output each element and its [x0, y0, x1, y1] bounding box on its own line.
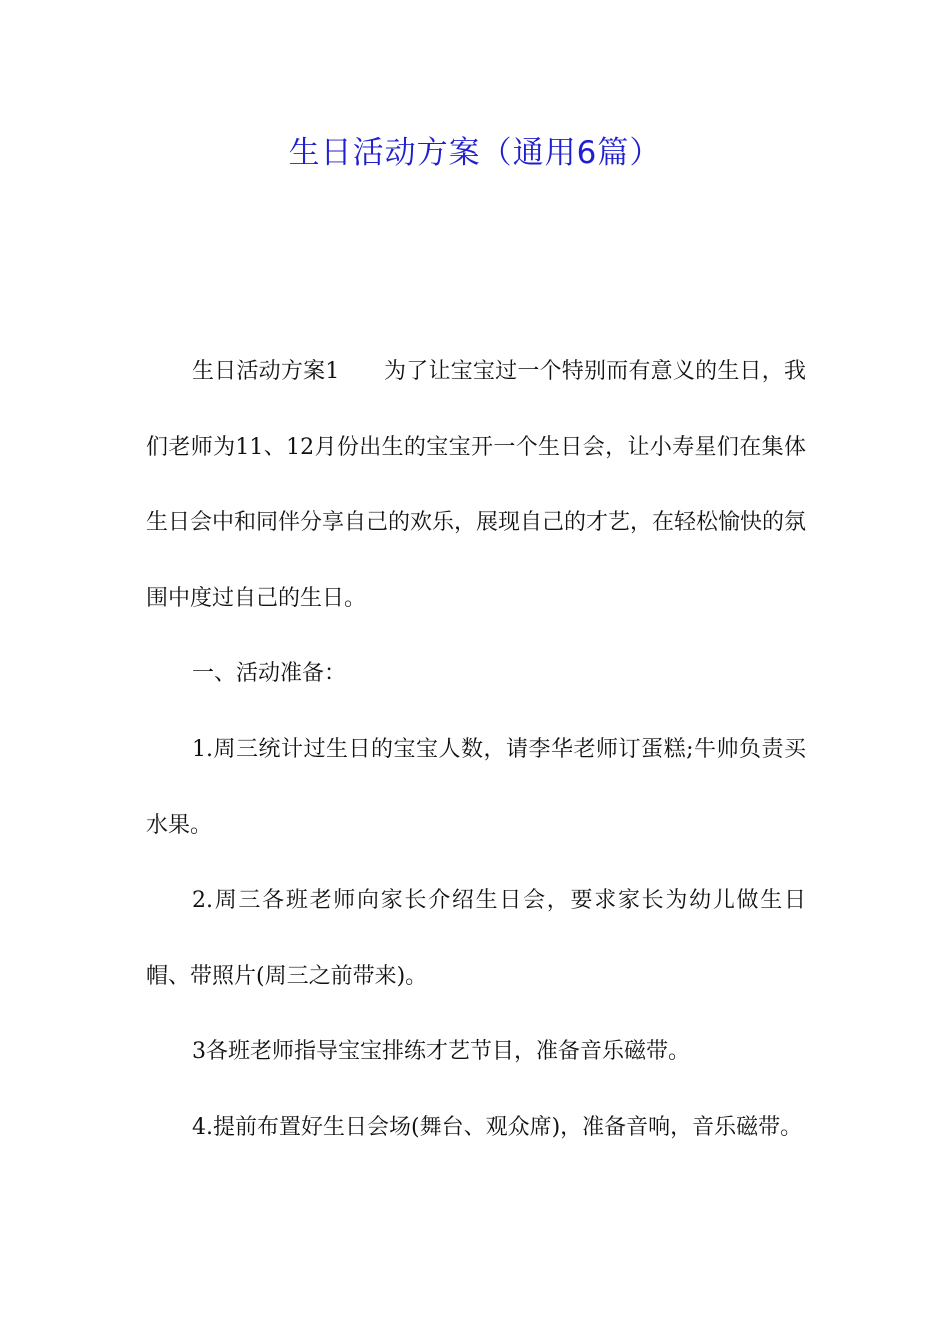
document-body: [146, 334, 806, 1166]
document-title: 生日活动方案（通用6篇）: [288, 135, 662, 171]
paragraph-intro: 生日活动方案1 为了让宝宝过一个特别而有意义的生日，我们老师为11、12月份出生的宝宝开一个生日会，让小寿星们在集体生日会中和同伴分享自己的欢乐，展现自己的才艺，在轻松愉快的氛围中度过自己的生日。: [146, 359, 807, 611]
paragraph-item-1: 1.周三统计过生日的宝宝人数，请李华老师订蛋糕;牛帅负责买水果。: [146, 736, 806, 838]
paragraph-item-3: 3各班老师指导宝宝排练才艺节目，准备音乐磁带。: [192, 1039, 690, 1065]
paragraph-section-heading: 一、活动准备：: [192, 661, 347, 687]
paragraph-item-2: 2.周三各班老师向家长介绍生日会，要求家长为幼儿做生日帽、带照片(周三之前带来)。: [146, 888, 806, 989]
paragraph-item-4: 4.提前布置好生日会场(舞台、观众席)，准备音响，音乐磁带。: [192, 1114, 803, 1140]
